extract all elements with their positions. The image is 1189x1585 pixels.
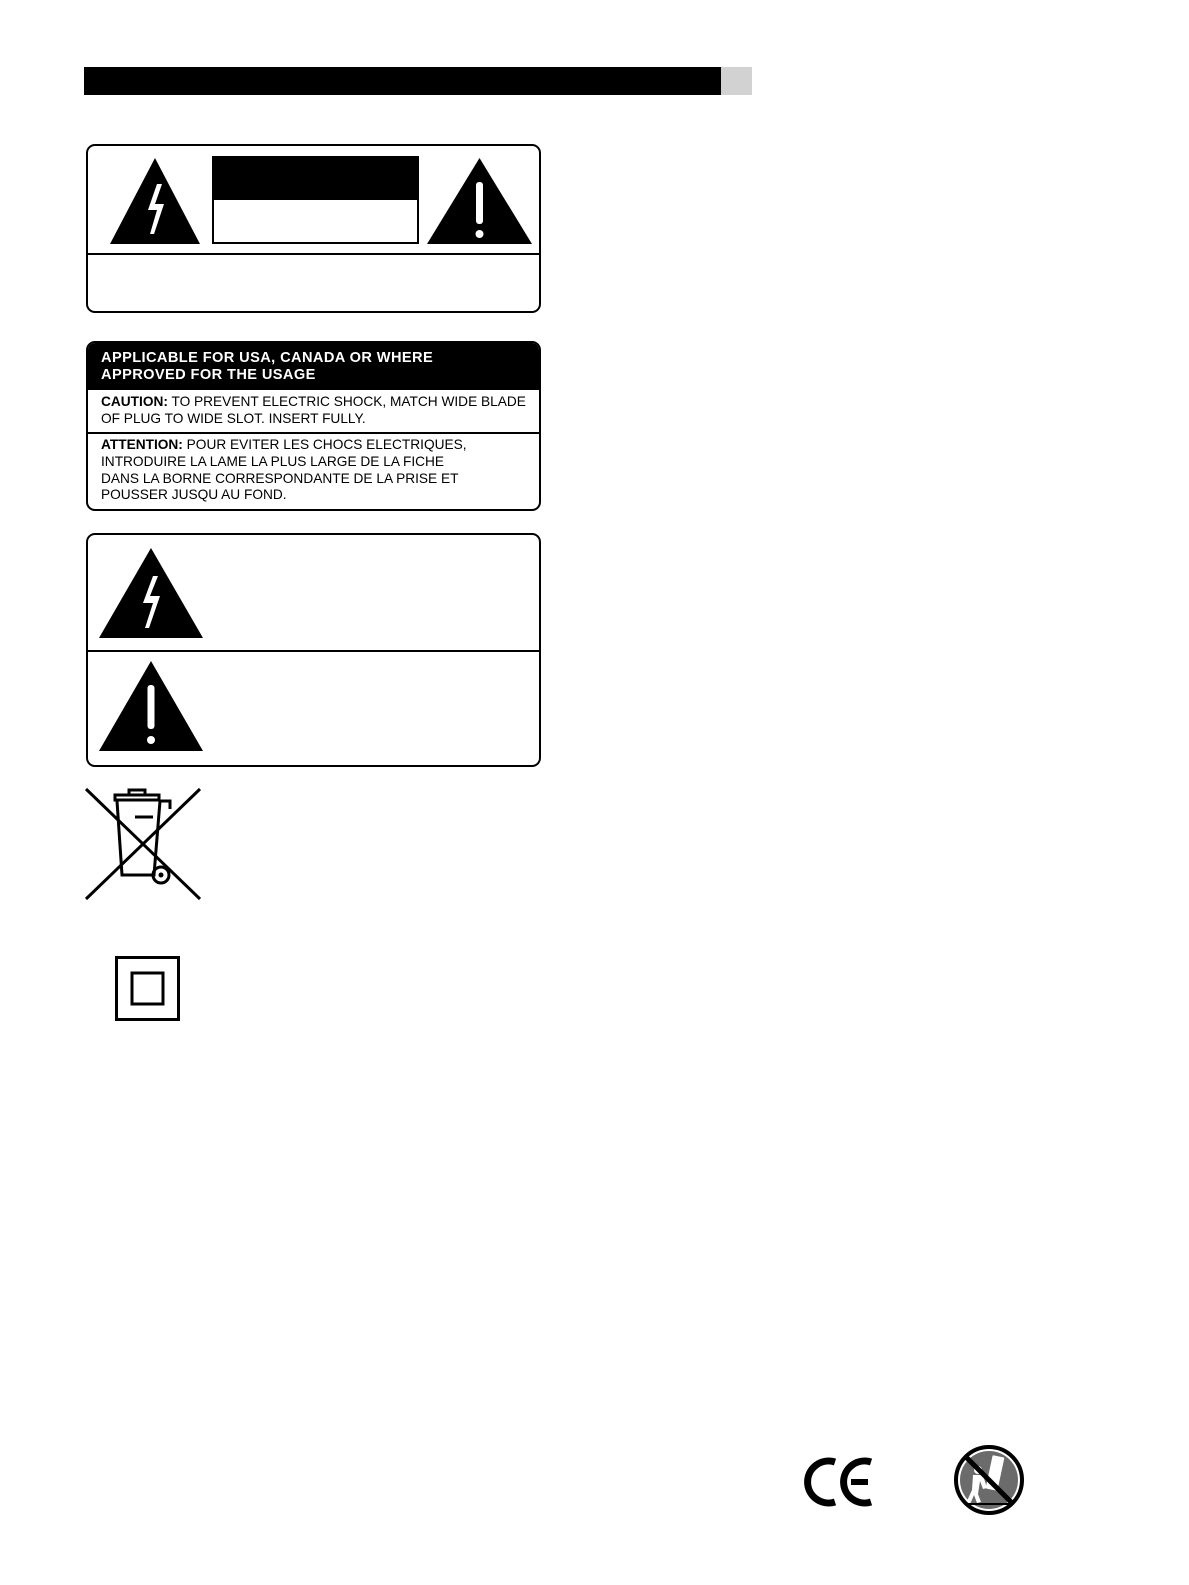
plug-caution-text [101, 394, 535, 428]
caution-label-divider [88, 253, 539, 255]
caution-label-plate-top [214, 158, 417, 200]
double-square-icon [115, 956, 180, 1021]
symbol-explanation-divider [88, 650, 539, 652]
ce-mark-icon [805, 1457, 877, 1507]
caution-line2: OF PLUG TO WIDE SLOT. INSERT FULLY. [101, 410, 366, 426]
attention-line2: INTRODUIRE LA LAME LA PLUS LARGE DE LA FICHE [101, 453, 445, 469]
header-bar [84, 67, 721, 95]
plug-notice-divider [88, 432, 539, 434]
polarized-plug-notice [86, 341, 541, 511]
plug-notice-heading [88, 343, 539, 390]
header-tab [721, 67, 752, 95]
attention-line3: DANS LA BORNE CORRESPONDANTE DE LA PRISE ET [101, 470, 459, 486]
caution-line1: TO PREVENT ELECTRIC SHOCK, MATCH WIDE BLADE [167, 394, 526, 409]
attention-label: ATTENTION: [101, 437, 183, 452]
attention-line1: POUR EVITER LES CHOCS ELECTRIQUES, [182, 437, 467, 452]
exclamation-warning-icon [427, 158, 532, 244]
plug-notice-heading-line1: APPLICABLE FOR USA, CANADA OR WHERE [101, 350, 434, 366]
caution-label-plate [212, 156, 419, 244]
crossed-out-bin-icon [84, 787, 202, 901]
plug-notice-heading-line2: APPROVED FOR THE USAGE [101, 367, 316, 383]
caution-label-box [86, 144, 541, 313]
lightning-warning-icon [110, 158, 200, 244]
symbol-explanation-box [86, 533, 541, 767]
cart-warning-icon [953, 1444, 1025, 1516]
caution-label: CAUTION: [101, 394, 168, 409]
exclamation-warning-icon [99, 661, 203, 751]
attention-line4: POUSSER JUSQU AU FOND. [101, 487, 287, 503]
lightning-warning-icon [99, 548, 203, 638]
plug-attention-text [101, 437, 535, 504]
